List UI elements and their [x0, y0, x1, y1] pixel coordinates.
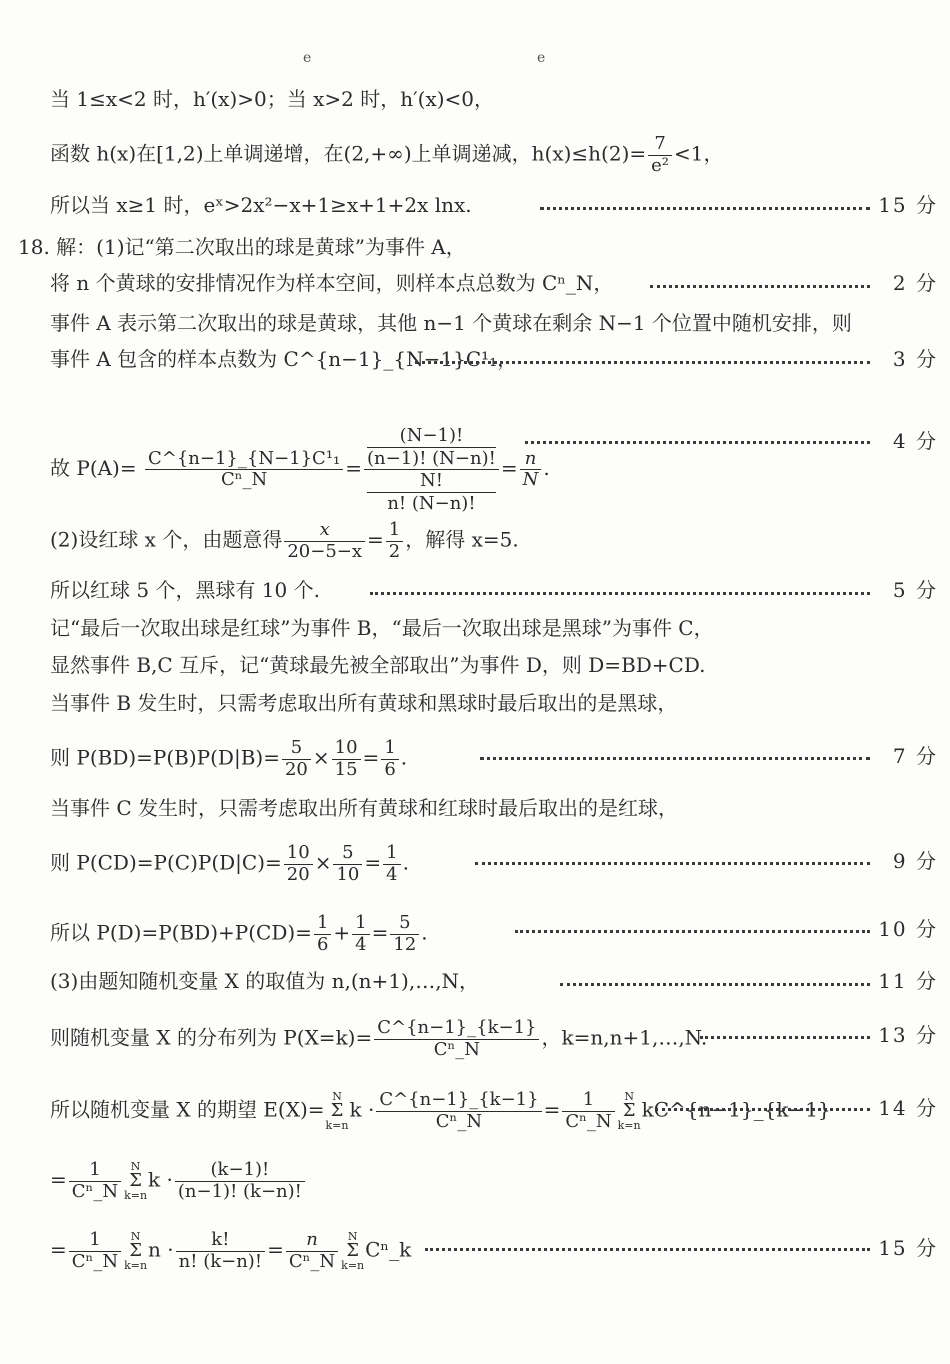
sigma: Σ — [330, 1100, 344, 1122]
summation — [618, 1091, 641, 1131]
sum-lower: k=n — [124, 1189, 148, 1203]
denominator: 4 — [355, 933, 367, 955]
fraction — [176, 1230, 265, 1272]
formula-line: 则 P(CD)=P(C)P(D|C)= $\frac{10}{20}$ × $\frac{5}{10}$ = $\frac{1}{4}$ . — [50, 842, 409, 885]
fraction — [145, 449, 343, 491]
fraction — [286, 1230, 338, 1272]
text-span: 则随机变量 X 的分布列为 P(X=k)= — [50, 1025, 373, 1050]
compound-fraction — [364, 425, 499, 514]
fraction — [333, 843, 362, 885]
formula-line: 故 P(A)= $\frac{\text{C\textasciicircum{}\{n−1\}\_\{N−1\}C¹₁}}{\text{Cⁿ\_N}}$ = (N−1)! (n−1)! (N−n)! N! n! (N−n)! = $\frac{n}{N}$ . — [50, 425, 550, 514]
denominator: (n−1)! (k−n)! — [177, 1180, 302, 1202]
fraction — [386, 520, 403, 562]
fraction — [383, 843, 400, 885]
numerator: 1 — [352, 913, 369, 935]
text-span: k · — [148, 1167, 173, 1192]
text-span: <1， — [674, 141, 724, 166]
text-span: k · — [349, 1097, 375, 1122]
fraction — [284, 843, 313, 885]
numerator: 5 — [282, 738, 311, 760]
formula-line: 所以 P(D)=P(BD)+P(CD)= $\frac{1}{6}$ + $\frac{1}{4}$ = $\frac{5}{12}$ . — [50, 912, 428, 955]
sum-lower: k=n — [124, 1259, 148, 1273]
text-span: 函数 h(x)在[1,2)上单调递增，在(2,+∞)上单调递减，h(x)≤h(2)= — [50, 141, 647, 166]
denominator: 2 — [388, 540, 401, 562]
leader-dots — [540, 207, 870, 210]
denominator: 6 — [384, 758, 396, 780]
text-line: 所以红球 5 个，黑球有 10 个. — [50, 578, 320, 602]
formula-line — [50, 1230, 411, 1272]
sum-upper: N — [130, 1230, 141, 1244]
sum-lower: k=n — [325, 1119, 349, 1133]
sigma: Σ — [129, 1240, 142, 1262]
fraction — [69, 1160, 121, 1202]
fraction — [381, 738, 398, 780]
fraction — [175, 1160, 305, 1202]
numerator: k! — [176, 1230, 265, 1252]
sub-denominator: (n−1)! (N−n)! — [367, 447, 496, 469]
sigma: Σ — [622, 1100, 636, 1122]
numerator: n — [520, 449, 542, 471]
fraction — [390, 913, 419, 955]
summation — [326, 1091, 349, 1131]
sum-upper: N — [130, 1160, 141, 1174]
sub-numerator: (N−1)! — [399, 425, 464, 446]
sigma: Σ — [129, 1170, 142, 1192]
text-span: n · — [148, 1237, 174, 1262]
summation — [341, 1231, 364, 1271]
text-span: 所以 P(D)=P(BD)+P(CD)= — [50, 920, 312, 945]
fraction — [374, 1018, 539, 1060]
text-line: 记“最后一次取出球是红球”为事件 B，“最后一次取出球是黑球”为事件 C， — [50, 616, 714, 640]
numerator: C^{n−1}_{k−1} — [376, 1090, 541, 1112]
leader-dots — [370, 592, 870, 595]
leader-dots — [655, 1108, 870, 1111]
denominator: 20 — [284, 758, 308, 780]
sum-upper: N — [624, 1090, 634, 1104]
leader-dots — [480, 757, 870, 760]
numerator: 1 — [562, 1090, 614, 1112]
score-mark: 2 分 — [892, 271, 938, 295]
numerator: 10 — [332, 738, 361, 760]
equals: = — [364, 850, 382, 875]
equals: = — [371, 920, 389, 945]
score-mark: 15 分 — [878, 193, 938, 217]
text-span: 则 P(CD)=P(C)P(D|C)= — [50, 850, 282, 875]
denominator: 4 — [386, 863, 398, 885]
numerator: 1 — [69, 1160, 121, 1182]
equals: = — [500, 456, 518, 481]
text-line: 事件 A 表示第二次取出的球是黄球，其他 n−1 个黄球在剩余 N−1 个位置中随机安排，则 — [50, 311, 852, 335]
formula-line: 则 P(BD)=P(B)P(D|B)= $\frac{5}{20}$ × $\frac{10}{15}$ = $\frac{1}{6}$ . — [50, 737, 408, 780]
leader-dots — [700, 1036, 870, 1039]
equals: = — [50, 1167, 67, 1192]
score-mark: 9 分 — [892, 849, 938, 873]
text-line — [50, 134, 724, 176]
score-mark: 14 分 — [878, 1096, 938, 1120]
equals: = — [362, 745, 380, 770]
denominator: Cⁿ_N — [288, 1250, 336, 1272]
leader-dots — [525, 441, 870, 444]
denominator: Cⁿ_N — [71, 1180, 119, 1202]
sub-numerator: N! — [367, 470, 496, 493]
text-line: 显然事件 B,C 互斥，记“黄球最先被全部取出”为事件 D，则 D=BD+CD. — [50, 653, 706, 677]
numerator: 5 — [333, 843, 362, 865]
leader-dots — [650, 285, 870, 288]
summation — [124, 1161, 147, 1201]
fraction — [648, 134, 672, 176]
text-span: 则 P(BD)=P(B)P(D|B)= — [50, 745, 280, 770]
leader-dots — [425, 1248, 870, 1251]
leader-dots — [515, 930, 870, 933]
numerator: x — [284, 520, 365, 542]
denominator: Cⁿ_N — [220, 469, 268, 491]
fraction — [520, 449, 542, 491]
score-mark: 13 分 — [878, 1023, 938, 1047]
text-line: 当事件 C 发生时，只需考虑取出所有黄球和红球时最后取出的是红球， — [50, 796, 679, 820]
text-line: 当 1≤x<2 时，h′(x)>0；当 x>2 时，h′(x)<0， — [50, 87, 495, 111]
sub-denominator: n! (N−n)! — [387, 492, 476, 514]
header-fragment: e — [537, 50, 546, 66]
denominator: 10 — [336, 863, 360, 885]
leader-dots — [560, 983, 870, 986]
summation — [124, 1231, 147, 1271]
formula-line — [50, 1160, 307, 1202]
sum-lower: k=n — [617, 1119, 641, 1133]
fraction — [562, 1090, 614, 1132]
numerator: 5 — [390, 913, 419, 935]
leader-dots — [475, 862, 870, 865]
denominator: Cⁿ_N — [435, 1110, 483, 1132]
text-line: 将 n 个黄球的安排情况作为样本空间，则样本点总数为 Cⁿ_N， — [50, 271, 614, 295]
denominator: N — [522, 469, 539, 491]
equals: = — [267, 1237, 284, 1262]
text-span: ，解得 x=5. — [405, 527, 519, 552]
equals: = — [543, 1097, 561, 1122]
numerator: 1 — [386, 520, 403, 542]
fraction — [352, 913, 369, 955]
sigma: Σ — [346, 1240, 359, 1262]
score-mark: 4 分 — [892, 429, 938, 453]
numerator: C^{n−1}_{k−1} — [374, 1018, 539, 1040]
denominator: 15 — [334, 758, 358, 780]
fraction — [314, 913, 331, 955]
sum-lower: k=n — [341, 1259, 365, 1273]
formula-line — [50, 520, 519, 562]
numerator: (k−1)! — [175, 1160, 305, 1182]
numerator: 1 — [314, 913, 331, 935]
fraction — [332, 738, 361, 780]
numerator: 10 — [284, 843, 313, 865]
score-mark: 10 分 — [878, 917, 938, 941]
denominator: Cⁿ_N — [71, 1250, 119, 1272]
leader-dots — [415, 361, 870, 364]
fraction — [282, 738, 311, 780]
score-mark: 5 分 — [892, 578, 938, 602]
header-fragment: e — [303, 50, 312, 66]
score-mark: 15 分 — [878, 1236, 938, 1260]
numerator: n — [286, 1230, 338, 1252]
equals: = — [367, 527, 384, 552]
sum-upper: N — [332, 1090, 342, 1104]
text-span: 所以随机变量 X 的期望 E(X)= — [50, 1097, 325, 1122]
equals: = — [50, 1237, 67, 1262]
denominator: e² — [651, 154, 670, 176]
formula-line — [50, 1018, 707, 1060]
sum-upper: N — [347, 1230, 358, 1244]
numerator: 7 — [648, 134, 672, 156]
question-heading: 18. 解：(1)记“第二次取出的球是黄球”为事件 A， — [18, 235, 466, 259]
fraction — [284, 520, 365, 562]
formula-line — [50, 1090, 831, 1132]
numerator: 1 — [381, 738, 398, 760]
text-span: ，k=n,n+1,…,N. — [541, 1025, 708, 1050]
denominator: 12 — [393, 933, 417, 955]
numerator: C^{n−1}_{N−1}C¹₁ — [145, 449, 343, 471]
denominator: n! (k−n)! — [178, 1250, 263, 1272]
denominator: 6 — [316, 933, 329, 955]
text-span: 故 P(A)= — [50, 456, 137, 481]
score-mark: 11 分 — [878, 969, 938, 993]
numerator: 1 — [69, 1230, 121, 1252]
text-line: 当事件 B 发生时，只需考虑取出所有黄球和黑球时最后取出的是黑球， — [50, 691, 678, 715]
text-line: 所以当 x≥1 时，eˣ>2x²−x+1≥x+1+2x lnx. — [50, 193, 472, 217]
denominator: Cⁿ_N — [433, 1038, 481, 1060]
denominator: 20 — [286, 863, 310, 885]
score-mark: 3 分 — [892, 347, 938, 371]
score-mark: 7 分 — [892, 744, 938, 768]
text-span: (2)设红球 x 个，由题意得 — [50, 527, 283, 552]
numerator: 1 — [383, 843, 400, 865]
fraction — [69, 1230, 121, 1272]
text-span: Cⁿ_k — [365, 1237, 412, 1262]
denominator: 20−5−x — [287, 540, 362, 562]
text-line: (3)由题知随机变量 X 的取值为 n,(n+1),…,N， — [50, 969, 480, 993]
denominator: Cⁿ_N — [565, 1110, 612, 1132]
equals: = — [345, 456, 363, 481]
text-span: kC^{n−1}_{k−1} — [641, 1097, 831, 1122]
text-line: 事件 A 包含的样本点数为 C^{n−1}_{N−1}C¹₁， — [50, 347, 518, 371]
fraction — [376, 1090, 541, 1132]
